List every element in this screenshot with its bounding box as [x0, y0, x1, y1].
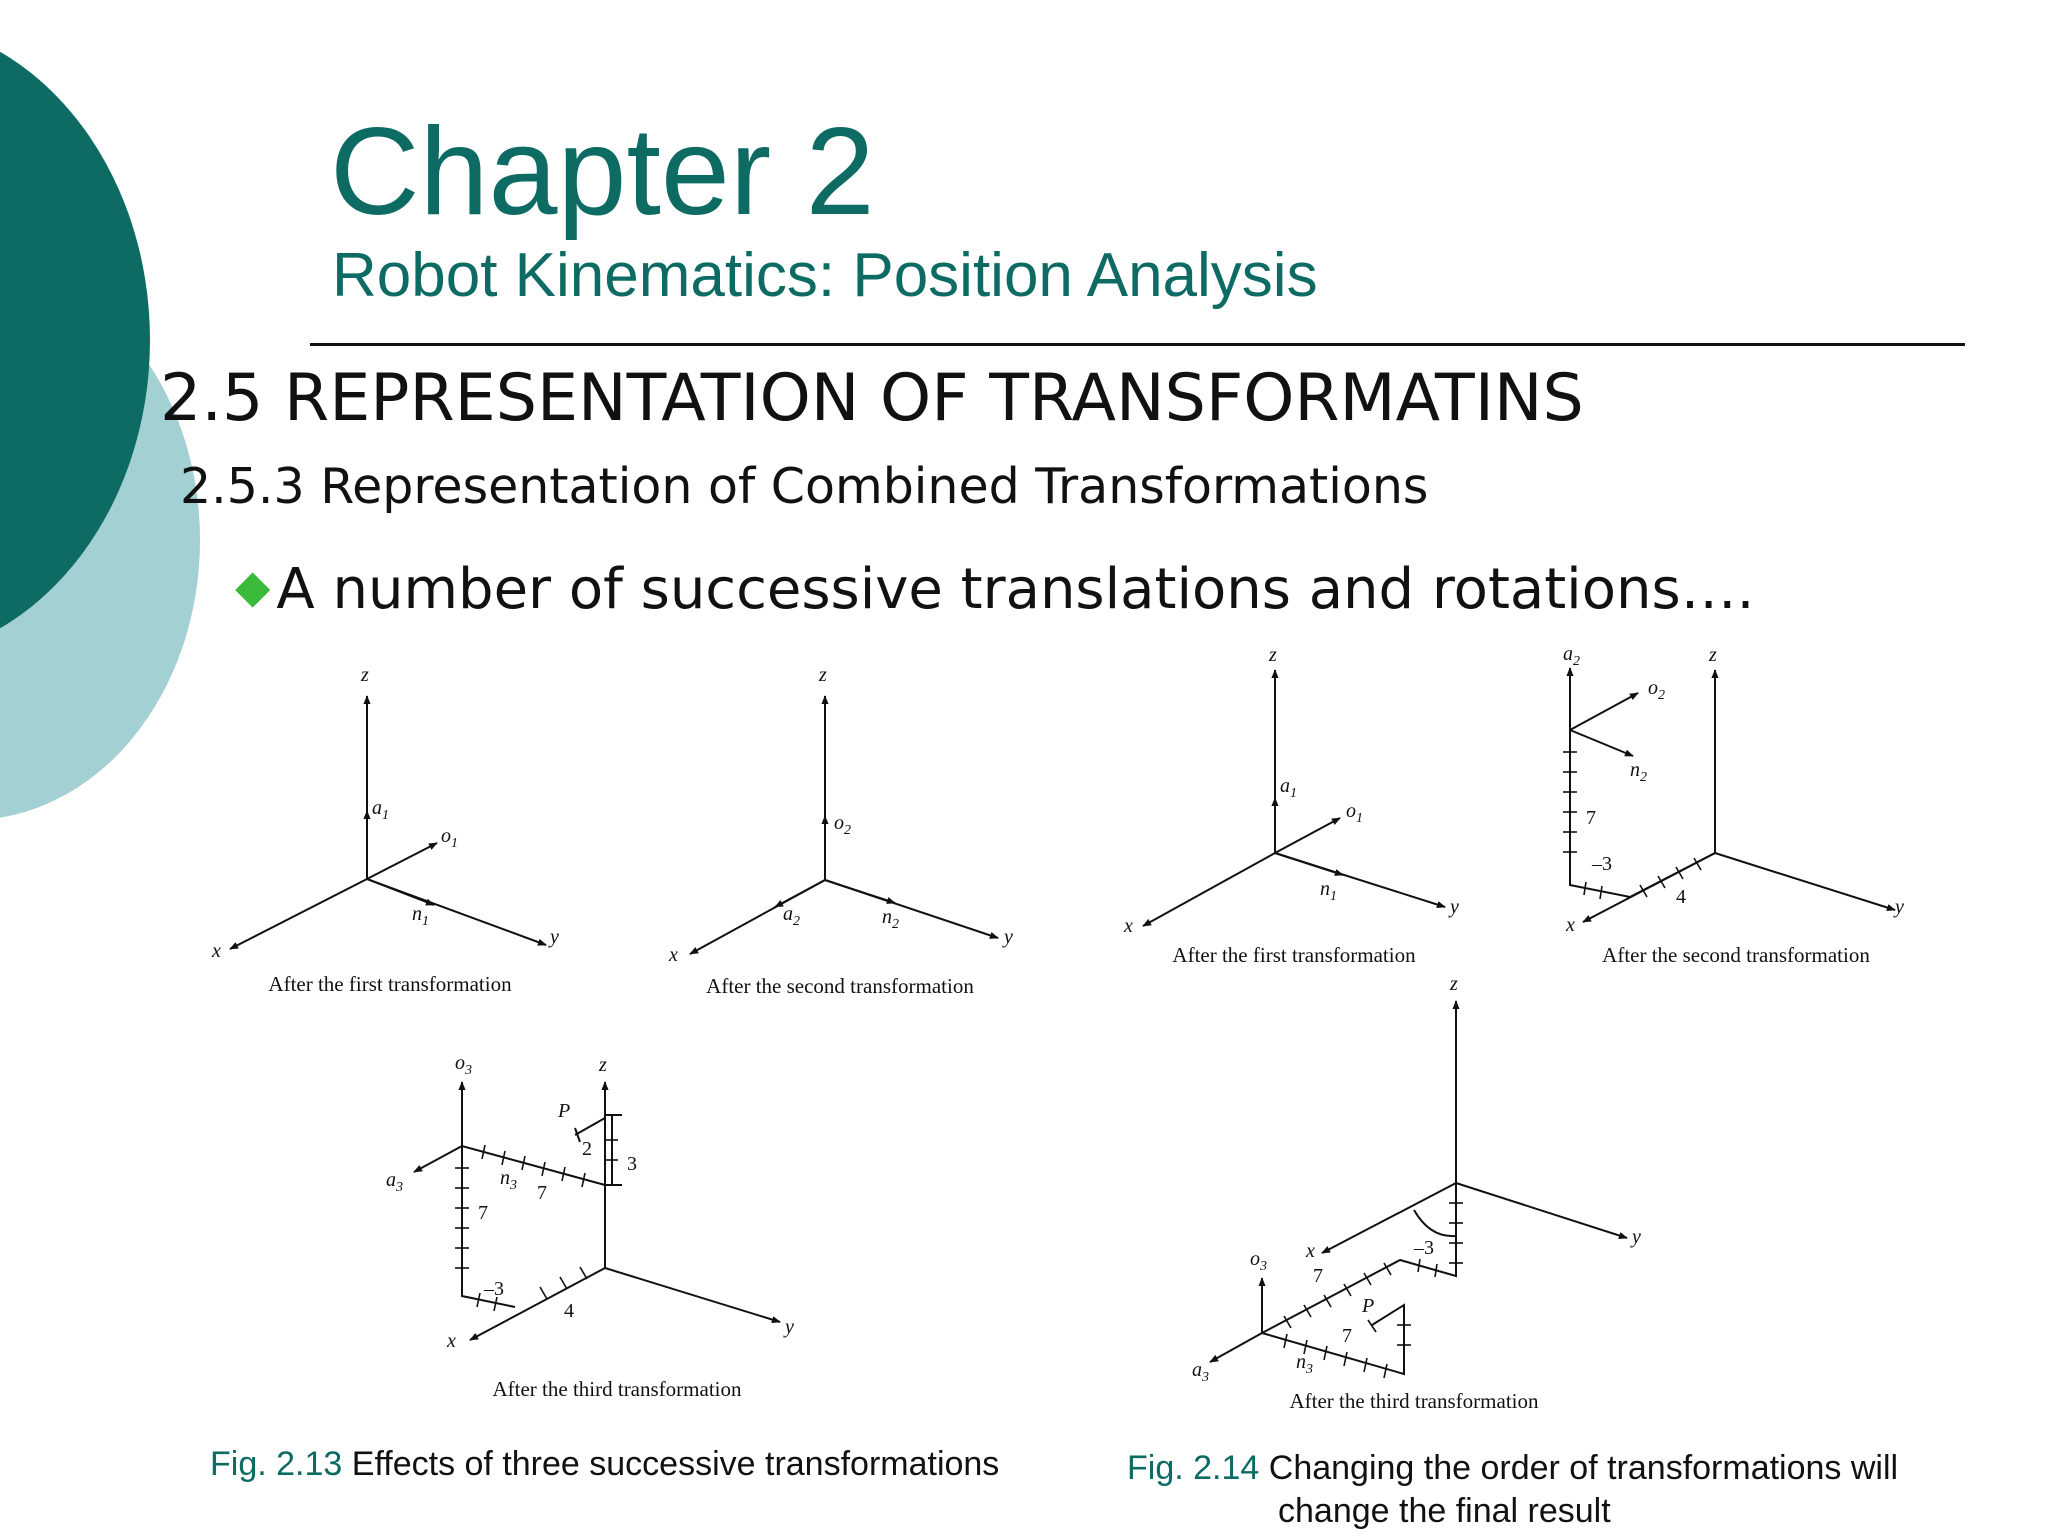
label-a: $a_1$: [372, 797, 389, 823]
axis-y: [1456, 1183, 1627, 1238]
panel-caption: After the third transformation: [492, 1377, 742, 1401]
label-a: $a_3$: [1192, 1359, 1209, 1385]
label-n: $n_1$: [412, 903, 429, 929]
label-x: x: [1566, 914, 1575, 936]
p-path: [1262, 1305, 1404, 1374]
value-neg3: –3: [484, 1278, 504, 1300]
label-o: $o_2$: [834, 812, 851, 838]
fig14-caption-line1: Changing the order of transformations will: [1268, 1449, 1899, 1487]
value-3: 3: [627, 1153, 637, 1175]
label-y: y: [550, 926, 559, 948]
section-heading: 2.5 REPRESENTATION OF TRANSFORMATINS: [160, 361, 1584, 436]
label-y: y: [1895, 896, 1904, 918]
value-4: 4: [1676, 886, 1686, 908]
value-7: 7: [1586, 807, 1596, 829]
label-n: $n_3$: [1296, 1351, 1313, 1377]
fig14-caption-line2: change the final result: [1278, 1491, 1611, 1530]
label-x: x: [669, 944, 678, 966]
label-x: x: [447, 1330, 456, 1352]
fig14-number: Fig. 2.14: [1127, 1449, 1260, 1487]
label-n: $n_1$: [1320, 878, 1337, 904]
label-o: $o_1$: [441, 825, 458, 851]
bullet-text: A number of successive translations and rotations….: [276, 557, 1755, 622]
vector-n: [1275, 853, 1343, 875]
slide-title: Chapter 2: [330, 103, 875, 241]
value-7: 7: [478, 1202, 488, 1224]
label-x: x: [1306, 1240, 1315, 1262]
label-a: $a_3$: [386, 1169, 403, 1195]
vector-a: [414, 1146, 462, 1172]
label-n: $n_2$: [1630, 759, 1647, 785]
panel-caption: After the first transformation: [268, 972, 512, 996]
axis-y: [1715, 853, 1895, 910]
fig13-panel3: [414, 1082, 780, 1340]
label-o: $o_1$: [1346, 800, 1363, 826]
label-a: $a_2$: [1563, 643, 1580, 669]
label-a: $a_1$: [1280, 775, 1297, 801]
label-z: z: [361, 664, 369, 686]
label-z: z: [1709, 644, 1717, 666]
tick-marks: [1284, 1203, 1463, 1378]
label-a: $a_2$: [783, 903, 800, 929]
label-x: x: [212, 940, 221, 962]
vector-o: [1570, 693, 1638, 730]
fig14-caption: [1127, 1447, 1898, 1532]
subsection-heading: 2.5.3 Representation of Combined Transformations: [180, 458, 1429, 515]
panel-caption: After the second transformation: [1602, 943, 1870, 967]
fig13-caption: [210, 1443, 999, 1486]
fig13-caption-text: Effects of three successive transformations: [351, 1445, 1000, 1483]
fig14-panel3: [1210, 1001, 1627, 1378]
panel-caption: After the second transformation: [706, 974, 974, 998]
vector-a: [1210, 1333, 1262, 1362]
axis-x: [1322, 1183, 1456, 1253]
panel-caption: After the third transformation: [1289, 1389, 1539, 1413]
label-z: z: [599, 1054, 607, 1076]
value-neg3: –3: [1414, 1237, 1434, 1259]
diamond-icon: ◆: [235, 559, 271, 613]
axis-x: [230, 879, 367, 949]
label-o: $o_2$: [1648, 677, 1665, 703]
value-neg3: –3: [1592, 853, 1612, 875]
label-x: x: [1124, 915, 1133, 937]
vector-o: [367, 843, 437, 879]
label-n: $n_2$: [882, 906, 899, 932]
label-p: P: [1362, 1295, 1375, 1317]
label-n: $n_3$: [500, 1167, 517, 1193]
label-o: $o_3$: [455, 1052, 472, 1078]
panel-caption: After the first transformation: [1172, 943, 1416, 967]
p-segment: [575, 1118, 605, 1135]
value-7: 7: [537, 1182, 547, 1204]
label-y: y: [785, 1316, 794, 1338]
slide-subtitle: Robot Kinematics: Position Analysis: [332, 241, 1318, 310]
label-p: P: [558, 1100, 571, 1122]
axis-y: [605, 1268, 780, 1322]
label-o: $o_3$: [1250, 1248, 1267, 1274]
vector-n: [1570, 730, 1633, 756]
value-7: 7: [1342, 1325, 1352, 1347]
fig13-number: Fig. 2.13: [210, 1445, 343, 1483]
vector-n: [825, 880, 895, 903]
label-y: y: [1632, 1226, 1641, 1248]
vector-n: [367, 879, 434, 905]
value-4: 4: [564, 1300, 574, 1322]
label-z: z: [1269, 644, 1277, 666]
label-y: y: [1004, 926, 1013, 948]
label-z: z: [819, 664, 827, 686]
axis-x: [1143, 853, 1275, 926]
fig14-panel2: [1563, 668, 1895, 922]
vector-o: [1275, 818, 1340, 853]
label-z: z: [1450, 973, 1458, 995]
label-y: y: [1450, 896, 1459, 918]
value-2: 2: [582, 1138, 592, 1160]
value-7: 7: [1313, 1265, 1323, 1287]
